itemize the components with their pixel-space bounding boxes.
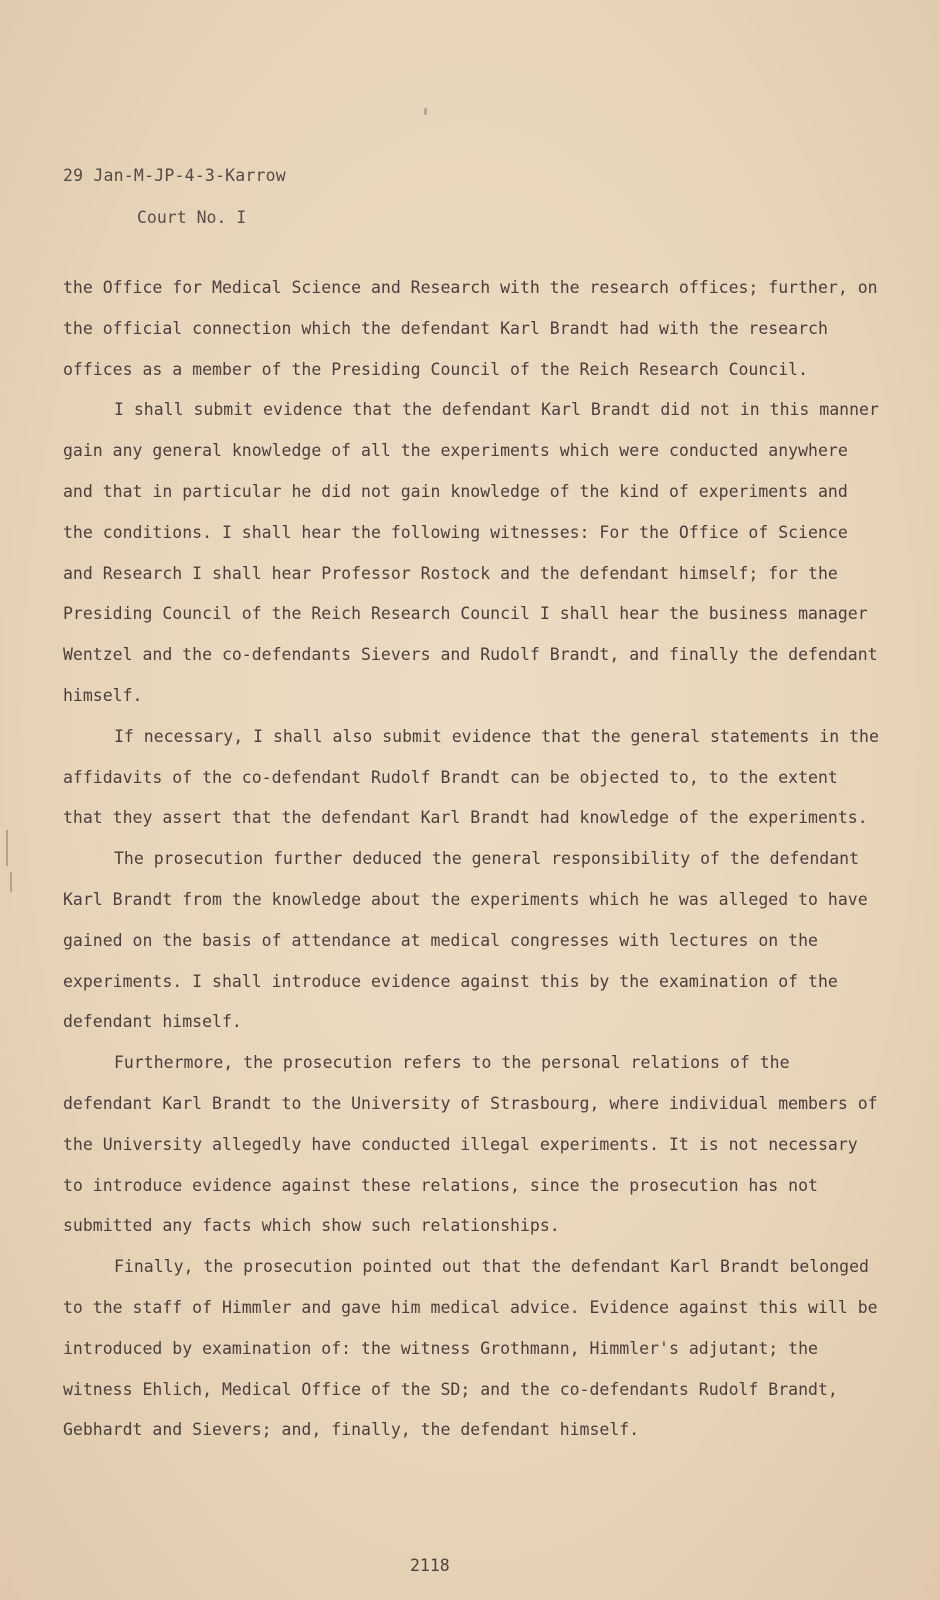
document-body	[63, 268, 889, 1451]
margin-mark	[6, 830, 8, 866]
paragraph: I shall submit evidence that the defendant Karl Brandt did not in this manner gain any general knowledge of all the experiments which were conducted anywhere and that in particular he did not gain knowledge of the kind of experiments and the conditions. I shall hear the following witnesses: For the Office of Science and Research I shall hear Professor Rostock and the defendant himself; for the Presiding Council of the Reich Research Council I shall hear the business manager Wentzel and the co-defendants Sievers and Rudolf Brandt, and finally the defendant himself.	[63, 400, 889, 705]
page-number: 2118	[410, 1556, 450, 1575]
document-header: 29 Jan-M-JP-4-3-Karrow	[63, 166, 286, 185]
paragraph: The prosecution further deduced the general responsibility of the defendant Karl Brandt from the knowledge about the experiments which he was alleged to have gained on the basis of attendance at medical congresses with lectures on the experiments. I shall introduce evidence against this by the examination of the defendant himself.	[63, 849, 878, 1032]
paragraph: Furthermore, the prosecution refers to the personal relations of the defendant Karl Brandt to the University of Strasbourg, where individual members of the University allegedly have conducted illegal experiments. It is not necessary to introduce evidence against these relations, since the prosecution has not submitted any facts which show such relationships.	[63, 1053, 888, 1236]
paragraph: the Office for Medical Science and Research with the research offices; further, on the official connection which the defendant Karl Brandt had with the research offices as a member of the Presiding Council of the Reich Research Council.	[63, 278, 888, 379]
paragraph: If necessary, I shall also submit evidence that the general statements in the affidavits of the co-defendant Rudolf Brandt can be objected to, to the extent that they assert that the defendant Karl Brandt had knowledge of the experiments.	[63, 726, 889, 828]
ink-speck	[424, 108, 427, 115]
court-label: Court No. I	[137, 208, 247, 227]
paragraph: Finally, the prosecution pointed out that the defendant Karl Brandt belonged to the staff of Himmler and gave him medical advice. Evidence against this will be introduced by examination of: the witness Grothmann, Himmler's adjutant; the witness Ehlich, Medical Office of the SD; and the co-defendants Rudolf Brandt, Gebhardt and Sievers; and, finally, the defendant himself.	[63, 1257, 888, 1440]
margin-mark	[10, 872, 12, 892]
